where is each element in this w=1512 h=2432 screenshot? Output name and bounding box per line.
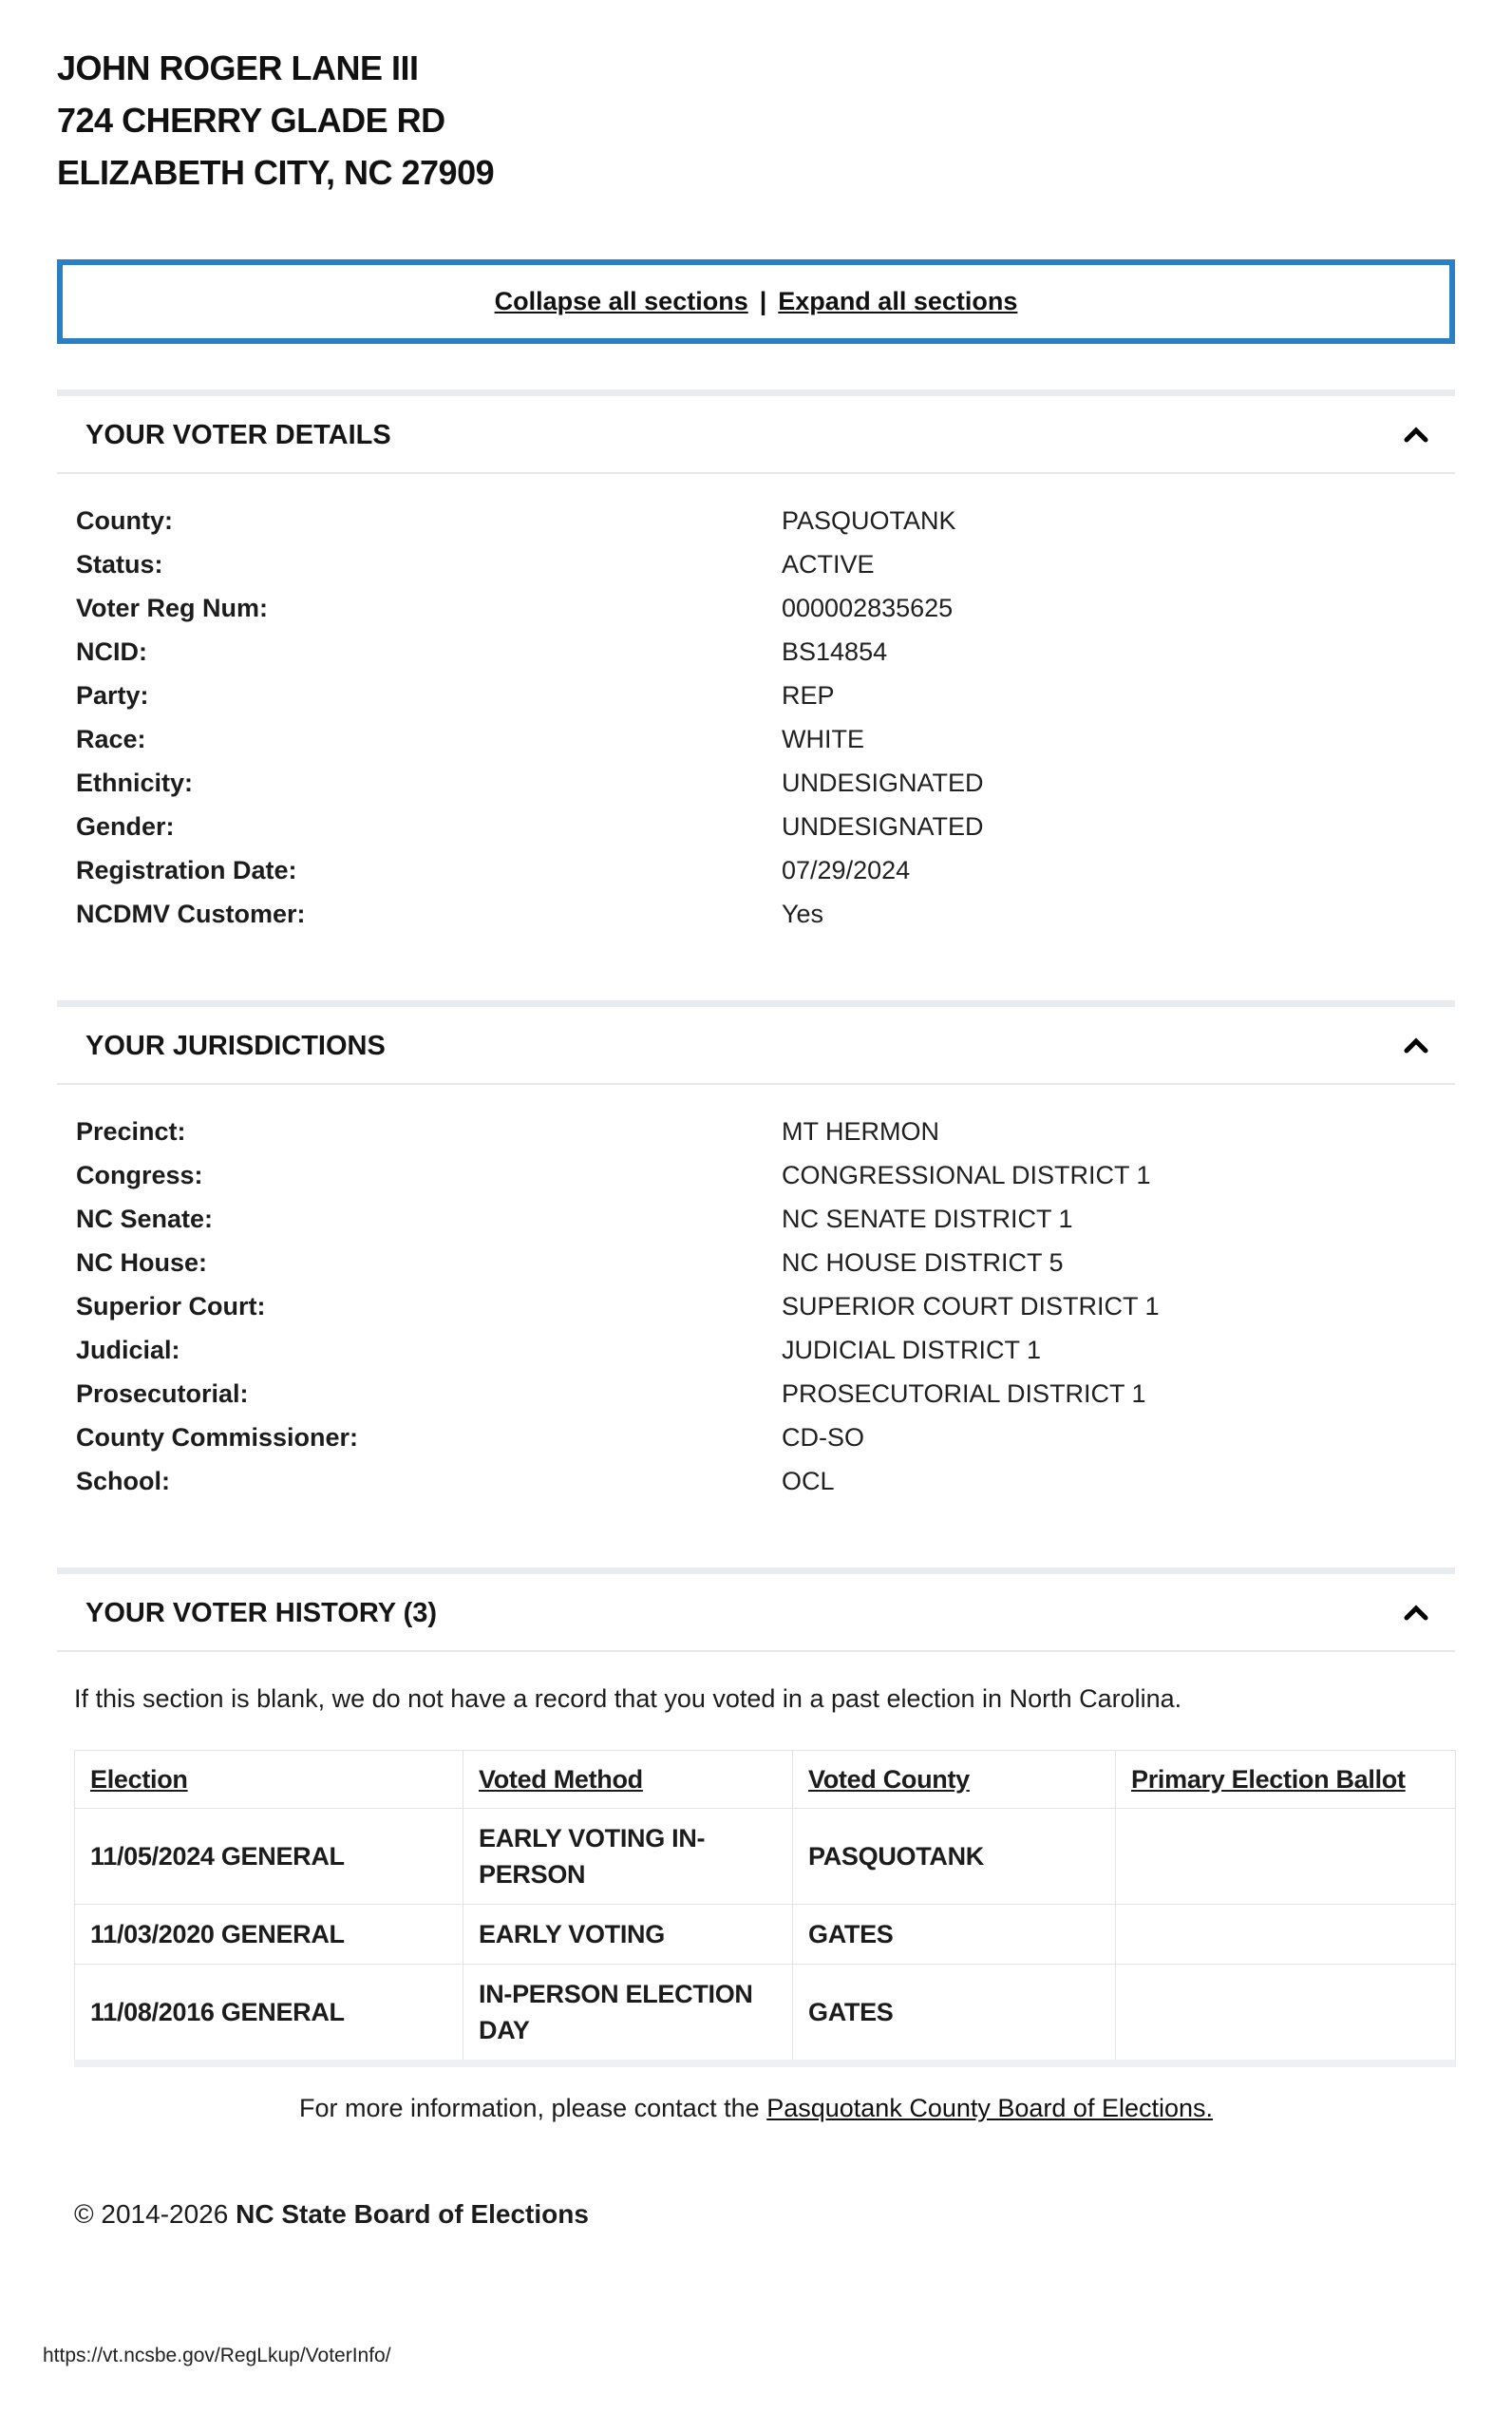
- row-value: 07/29/2024: [782, 856, 911, 884]
- row-value: PROSECUTORIAL DISTRICT 1: [782, 1379, 1146, 1408]
- detail-row: [76, 586, 1455, 630]
- collapse-section-button[interactable]: [1404, 1605, 1428, 1624]
- row-value: JUDICIAL DISTRICT 1: [782, 1336, 1042, 1364]
- copyright-line: [74, 2199, 1455, 2230]
- section-title: YOUR JURISDICTIONS: [85, 1031, 386, 1061]
- jurisdiction-row: [76, 1328, 1455, 1372]
- row-value: NC HOUSE DISTRICT 5: [782, 1248, 1064, 1277]
- voter-name: JOHN ROGER LANE III: [57, 48, 419, 87]
- row-label: NCDMV Customer:: [76, 900, 306, 928]
- section-voter-details: [57, 390, 1455, 955]
- row-label: Race:: [76, 725, 146, 753]
- collapse-section-button[interactable]: [1404, 1037, 1428, 1056]
- row-value: PASQUOTANK: [782, 506, 956, 535]
- row-label: Registration Date:: [76, 856, 297, 884]
- cell-voted-method: EARLY VOTING IN-PERSON: [463, 1809, 793, 1905]
- section-divider: [57, 1000, 1455, 1007]
- jurisdictions-rows: [57, 1085, 1455, 1522]
- section-controls-bar: [57, 259, 1455, 344]
- section-title: YOUR VOTER HISTORY (3): [85, 1598, 438, 1628]
- row-label: County:: [76, 506, 173, 535]
- row-value: Yes: [782, 900, 824, 928]
- row-label: NC Senate:: [76, 1205, 214, 1233]
- jurisdiction-row: [76, 1284, 1455, 1328]
- row-label: Precinct:: [76, 1117, 186, 1146]
- expand-all-link[interactable]: Expand all sections: [778, 287, 1018, 315]
- jurisdiction-row: [76, 1110, 1455, 1153]
- link-separator: |: [759, 287, 767, 315]
- row-label: Congress:: [76, 1161, 203, 1189]
- table-row: [75, 1809, 1456, 1905]
- cell-primary-ballot: [1116, 1809, 1456, 1905]
- row-value: BS14854: [782, 637, 888, 666]
- chevron-up-icon: [1404, 427, 1428, 446]
- row-label: Judicial:: [76, 1336, 180, 1364]
- voter-address-line2: ELIZABETH CITY, NC 27909: [57, 153, 495, 192]
- detail-row: [76, 499, 1455, 542]
- cell-voted-county: GATES: [793, 1965, 1116, 2064]
- row-label: Superior Court:: [76, 1292, 266, 1320]
- row-label: NCID:: [76, 637, 147, 666]
- row-label: Ethnicity:: [76, 769, 194, 797]
- row-value: UNDESIGNATED: [782, 812, 984, 841]
- row-label: County Commissioner:: [76, 1423, 359, 1452]
- contact-line: [57, 2094, 1455, 2123]
- row-label: Party:: [76, 681, 149, 710]
- jurisdiction-row: [76, 1372, 1455, 1416]
- cell-voted-county: GATES: [793, 1905, 1116, 1965]
- section-header-voter-details[interactable]: [57, 396, 1455, 474]
- column-header-election[interactable]: Election: [75, 1751, 463, 1809]
- cell-election: 11/05/2024 GENERAL: [75, 1809, 463, 1905]
- copyright-years: © 2014-2026: [74, 2199, 229, 2229]
- cell-primary-ballot: [1116, 1905, 1456, 1965]
- row-value: NC SENATE DISTRICT 1: [782, 1205, 1073, 1233]
- row-value: CD-SO: [782, 1423, 864, 1452]
- cell-voted-county: PASQUOTANK: [793, 1809, 1116, 1905]
- cell-election: 11/03/2020 GENERAL: [75, 1905, 463, 1965]
- contact-prefix: For more information, please contact the: [298, 2094, 760, 2122]
- row-label: NC House:: [76, 1248, 208, 1277]
- collapse-all-link[interactable]: Collapse all sections: [494, 287, 748, 315]
- section-header-voter-history[interactable]: [57, 1574, 1455, 1652]
- voter-address-line1: 724 CHERRY GLADE RD: [57, 101, 445, 140]
- jurisdiction-row: [76, 1241, 1455, 1284]
- history-empty-note: If this section is blank, we do not have a record that you voted in a past election in North Carolina.: [74, 1684, 1182, 1713]
- cell-voted-method: EARLY VOTING: [463, 1905, 793, 1965]
- collapse-section-button[interactable]: [1404, 427, 1428, 446]
- detail-row: [76, 630, 1455, 674]
- row-value: 000002835625: [782, 594, 954, 622]
- column-header-voted-county[interactable]: Voted County: [793, 1751, 1116, 1809]
- cell-election: 11/08/2016 GENERAL: [75, 1965, 463, 2064]
- section-jurisdictions: [57, 1000, 1455, 1522]
- detail-row: [76, 542, 1455, 586]
- detail-row: [76, 674, 1455, 717]
- county-board-link[interactable]: Pasquotank County Board of Elections.: [766, 2094, 1214, 2122]
- section-voter-history: [57, 1568, 1455, 2123]
- row-value: CONGRESSIONAL DISTRICT 1: [782, 1161, 1151, 1189]
- voter-address-block: [57, 0, 1455, 199]
- voter-details-rows: [57, 474, 1455, 955]
- detail-row: [76, 848, 1455, 892]
- voter-history-table: [74, 1750, 1456, 2067]
- table-row: [75, 1965, 1456, 2064]
- row-value: ACTIVE: [782, 550, 875, 579]
- jurisdiction-row: [76, 1459, 1455, 1503]
- row-value: SUPERIOR COURT DISTRICT 1: [782, 1292, 1160, 1320]
- detail-row: [76, 761, 1455, 805]
- detail-row: [76, 805, 1455, 848]
- row-label: Prosecutorial:: [76, 1379, 249, 1408]
- section-divider: [57, 390, 1455, 396]
- cell-voted-method: IN-PERSON ELECTION DAY: [463, 1965, 793, 2064]
- row-label: Voter Reg Num:: [76, 594, 269, 622]
- detail-row: [76, 717, 1455, 761]
- column-header-primary-election-ballot[interactable]: Primary Election Ballot: [1116, 1751, 1456, 1809]
- row-value: OCL: [782, 1467, 835, 1495]
- cell-primary-ballot: [1116, 1965, 1456, 2064]
- print-footer-url: https://vt.ncsbe.gov/RegLkup/VoterInfo/: [43, 2345, 391, 2366]
- row-value: REP: [782, 681, 835, 710]
- chevron-up-icon: [1404, 1037, 1428, 1056]
- column-header-voted-method[interactable]: Voted Method: [463, 1751, 793, 1809]
- table-row: [75, 1905, 1456, 1965]
- jurisdiction-row: [76, 1153, 1455, 1197]
- row-label: Gender:: [76, 812, 175, 841]
- copyright-organization: NC State Board of Elections: [236, 2199, 589, 2229]
- jurisdiction-row: [76, 1416, 1455, 1459]
- row-label: Status:: [76, 550, 163, 579]
- row-value: MT HERMON: [782, 1117, 939, 1146]
- section-title: YOUR VOTER DETAILS: [85, 420, 391, 450]
- row-label: School:: [76, 1467, 170, 1495]
- chevron-up-icon: [1404, 1605, 1428, 1624]
- table-header-row: [75, 1751, 1456, 1809]
- jurisdiction-row: [76, 1197, 1455, 1241]
- row-value: WHITE: [782, 725, 864, 753]
- section-header-jurisdictions[interactable]: [57, 1007, 1455, 1085]
- row-value: UNDESIGNATED: [782, 769, 984, 797]
- section-divider: [57, 1568, 1455, 1574]
- detail-row: [76, 892, 1455, 936]
